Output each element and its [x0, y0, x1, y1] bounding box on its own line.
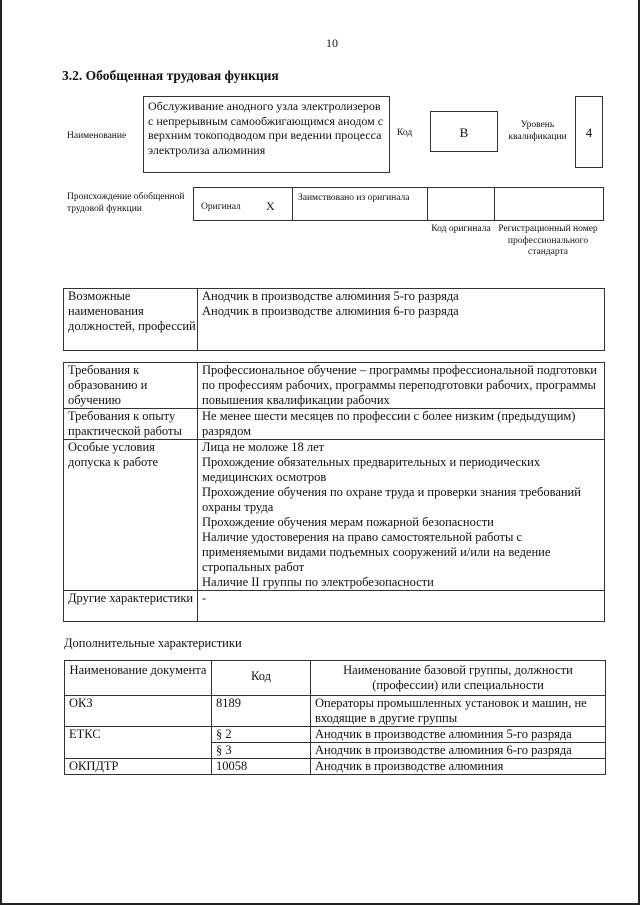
positions-table — [63, 288, 605, 351]
positions-label: Возможные наименования должностей, профессий — [64, 289, 198, 351]
position-item: Анодчик в производстве алюминия 6-го разряда — [202, 304, 459, 318]
code-original-label: Код оригинала — [431, 224, 491, 234]
additional-header-code: Код — [212, 661, 311, 696]
additional-name: Анодчик в производстве алюминия 5-го разряда — [311, 727, 606, 743]
position-item: Анодчик в производстве алюминия 5-го разряда — [202, 289, 459, 303]
req-special-line: Прохождение обучения по охране труда и проверки знания требований охраны труда — [202, 485, 581, 514]
additional-doc: ЕТКС — [65, 727, 212, 759]
name-label: Наименование — [67, 131, 127, 141]
additional-doc: ОКПДТР — [65, 759, 212, 775]
page-number: 10 — [326, 36, 338, 50]
section-title: 3.2. Обобщенная трудовая функция — [62, 68, 279, 83]
req-special-line: Прохождение обязательных предварительных и периодических медицинских осмотров — [202, 455, 541, 484]
additional-title: Дополнительные характеристики — [64, 636, 242, 650]
reg-number-label: Регистрационный номер профессионального стандарта — [498, 224, 598, 257]
origin-row — [193, 187, 604, 221]
additional-code: 8189 — [212, 696, 311, 727]
original-mark: Х — [266, 199, 275, 213]
page-border-left — [0, 0, 2, 905]
req-label-special: Особые условия допуска к работе — [64, 440, 198, 591]
origin-label: Происхождение обобщенной трудовой функции — [67, 192, 185, 214]
requirements-table — [63, 362, 605, 622]
additional-code: § 3 — [212, 743, 311, 759]
level-value: 4 — [575, 96, 603, 168]
additional-doc: ОКЗ — [65, 696, 212, 727]
req-special-line: Прохождение обучения мерам пожарной безопасности — [202, 515, 494, 529]
original-label: Оригинал — [201, 202, 241, 212]
req-special-line: Лица не моложе 18 лет — [202, 440, 325, 454]
additional-name: Анодчик в производстве алюминия 6-го разряда — [311, 743, 606, 759]
req-label-education: Требования к образованию и обучению — [64, 363, 198, 409]
req-value-education: Профессиональное обучение – программы профессиональной подготовки по профессиям рабочих, программы переподготовки рабочих, программы повышения квалификации рабочих — [198, 363, 605, 409]
additional-name: Операторы промышленных установок и машин, не входящие в другие группы — [311, 696, 606, 727]
name-value-box — [143, 96, 390, 173]
name-value: Обслуживание анодного узла электролизеров с непрерывным самообжигающимся анодом с верхним токоподводом при ведении процесса электролиза алюминия — [148, 99, 384, 157]
req-label-experience: Требования к опыту практической работы — [64, 409, 198, 440]
table-row — [65, 727, 606, 743]
code-value: В — [430, 111, 498, 152]
req-value-experience: Не менее шести месяцев по профессии с более низким (предыдущим) разрядом — [198, 409, 605, 440]
additional-code: § 2 — [212, 727, 311, 743]
req-value-special — [198, 440, 605, 591]
level-label: Уровень квалификации — [508, 120, 567, 142]
req-label-other: Другие характеристики — [64, 591, 198, 622]
additional-header-doc: Наименование документа — [65, 661, 212, 696]
req-special-line: Наличие II группы по электробезопасности — [202, 575, 434, 589]
additional-name: Анодчик в производстве алюминия — [311, 759, 606, 775]
additional-code: 10058 — [212, 759, 311, 775]
req-special-line: Наличие удостоверения на право самостоятельной работы с применяемыми видами подъемных сооружений и/или на ведение стропальных работ — [202, 530, 551, 574]
additional-table — [64, 660, 606, 775]
req-value-other: - — [198, 591, 605, 622]
additional-header-name: Наименование базовой группы, должности (профессии) или специальности — [311, 661, 606, 696]
code-label: Код — [397, 128, 413, 138]
borrowed-label: Заимствовано из оригинала — [298, 193, 410, 203]
table-row — [65, 696, 606, 727]
table-row — [65, 759, 606, 775]
positions-values — [198, 289, 605, 351]
